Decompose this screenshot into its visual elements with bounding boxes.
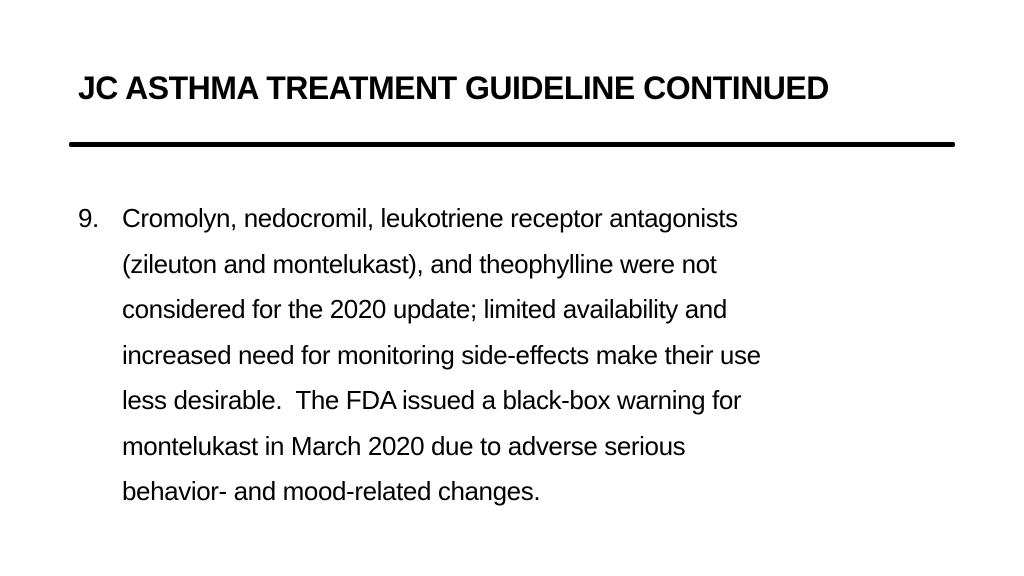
list-item-line: Cromolyn, nedocromil, leukotriene receptor antagonists <box>122 203 738 233</box>
list-item <box>78 196 958 515</box>
list-item-line: increased need for monitoring side-effects make their use <box>122 339 761 370</box>
list-item-line: less desirable. The FDA issued a black-box warning for <box>122 385 742 415</box>
list-item-number: 9. <box>78 203 99 233</box>
list-item-line: montelukast in March 2020 due to adverse serious <box>122 430 686 461</box>
slide-title: JC ASTHMA TREATMENT GUIDELINE CONTINUED <box>78 70 829 106</box>
body-list <box>78 196 958 515</box>
list-item-line: behavior- and mood-related changes. <box>122 476 541 506</box>
list-item-line: (zileuton and montelukast), and theophylline were not <box>122 248 717 279</box>
list-item-line: considered for the 2020 update; limited availability and <box>122 294 727 324</box>
title-divider <box>69 142 955 147</box>
